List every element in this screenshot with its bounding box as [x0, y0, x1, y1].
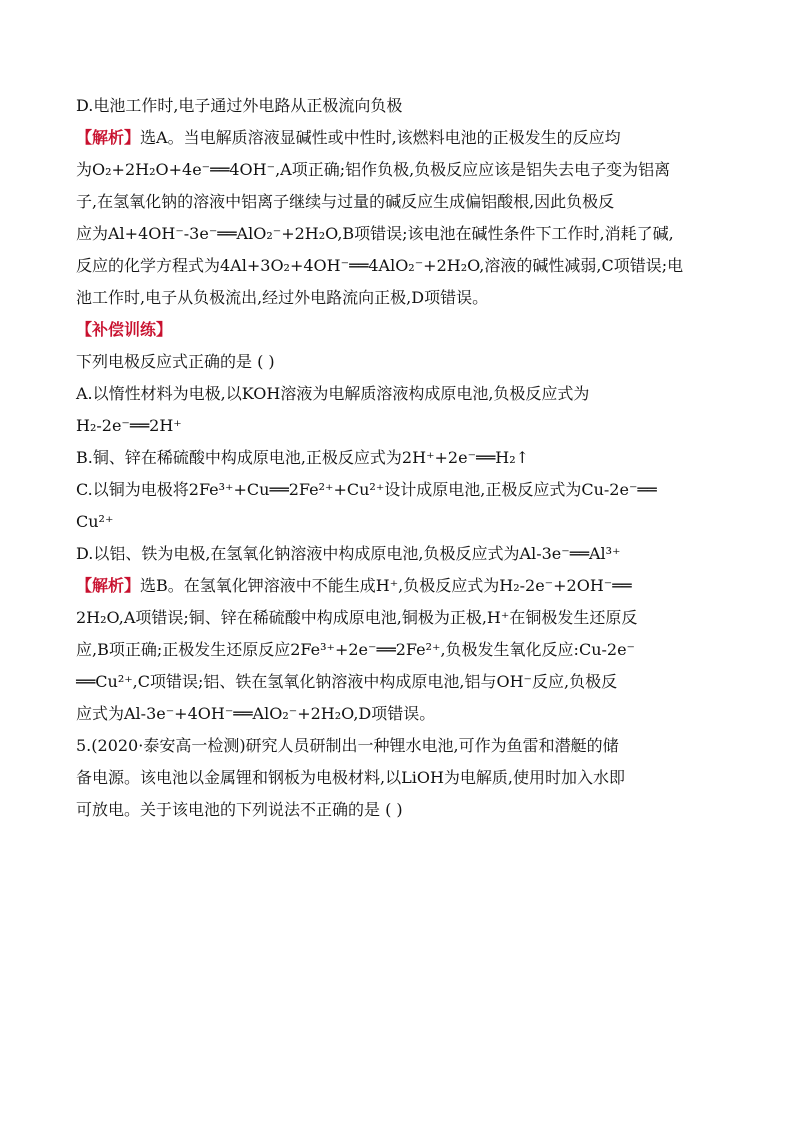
option-c-line-1: C.以铜为电极将2Fe³⁺+Cu══2Fe²⁺+Cu²⁺设计成原电池,正极反应式为Cu-2e⁻══ [76, 480, 657, 499]
question-5-line-2: 备电源。该电池以金属锂和钢板为电极材料,以LiOH为电解质,使用时加入水即 [76, 768, 625, 787]
document-page [76, 90, 722, 826]
option-a-line-1: A.以惰性材料为电极,以KOH溶液为电解质溶液构成原电池,负极反应式为 [76, 384, 590, 403]
question-5-line-1: 5.(2020·泰安高一检测)研究人员研制出一种锂水电池,可作为鱼雷和潜艇的储 [76, 736, 619, 755]
option-d-text: D.电池工作时,电子通过外电路从正极流向负极 [76, 96, 403, 115]
analysis-label: 【解析】 [76, 128, 141, 147]
analysis2-line-5: 应式为Al-3e⁻+4OH⁻══AlO₂⁻+2H₂O,D项错误。 [76, 704, 436, 723]
analysis-line-4: 应为Al+4OH⁻-3e⁻══AlO₂⁻+2H₂O,B项错误;该电池在碱性条件下工作时,消耗了碱, [76, 224, 674, 243]
question-stem: 下列电极反应式正确的是 ( ) [76, 352, 275, 371]
analysis2-line-2: 2H₂O,A项错误;铜、锌在稀硫酸中构成原电池,铜极为正极,H⁺在铜极发生还原反 [76, 608, 638, 627]
option-a-line-2: H₂-2e⁻══2H⁺ [76, 416, 182, 435]
analysis-line-6: 池工作时,电子从负极流出,经过外电路流向正极,D项错误。 [76, 288, 489, 307]
analysis2-line-3: 应,B项正确;正极发生还原反应2Fe³⁺+2e⁻══2Fe²⁺,负极发生氧化反应:Cu-2e⁻ [76, 640, 635, 659]
option-d: D.以铝、铁为电极,在氢氧化钠溶液中构成原电池,负极反应式为Al-3e⁻══Al³⁺ [76, 544, 621, 563]
analysis2-line-1: 【解析】选B。在氢氧化钾溶液中不能生成H⁺,负极反应式为H₂-2e⁻+2OH⁻══ [76, 576, 632, 595]
question-5-line-3: 可放电。关于该电池的下列说法不正确的是 ( ) [76, 800, 403, 819]
analysis-line-2: 为O₂+2H₂O+4e⁻══4OH⁻,A项正确;铝作负极,负极反应应该是铝失去电子变为铝离 [76, 160, 671, 179]
analysis-line-5: 反应的化学方程式为4Al+3O₂+4OH⁻══4AlO₂⁻+2H₂O,溶液的碱性减弱,C项错误;电 [76, 256, 684, 275]
analysis-line-1: 【解析】选A。当电解质溶液显碱性或中性时,该燃料电池的正极发生的反应均 [76, 128, 621, 147]
analysis-label: 【解析】 [76, 576, 141, 595]
analysis-line-3: 子,在氢氧化钠的溶液中铝离子继续与过量的碱反应生成偏铝酸根,因此负极反 [76, 192, 615, 211]
section-heading-supplementary-training: 【补偿训练】 [76, 320, 173, 339]
option-c-line-2: Cu²⁺ [76, 512, 114, 531]
option-b: B.铜、锌在稀硫酸中构成原电池,正极反应式为2H⁺+2e⁻══H₂↑ [76, 448, 530, 467]
analysis2-line-4: ══Cu²⁺,C项错误;铝、铁在氢氧化钠溶液中构成原电池,铝与OH⁻反应,负极反 [76, 672, 618, 691]
